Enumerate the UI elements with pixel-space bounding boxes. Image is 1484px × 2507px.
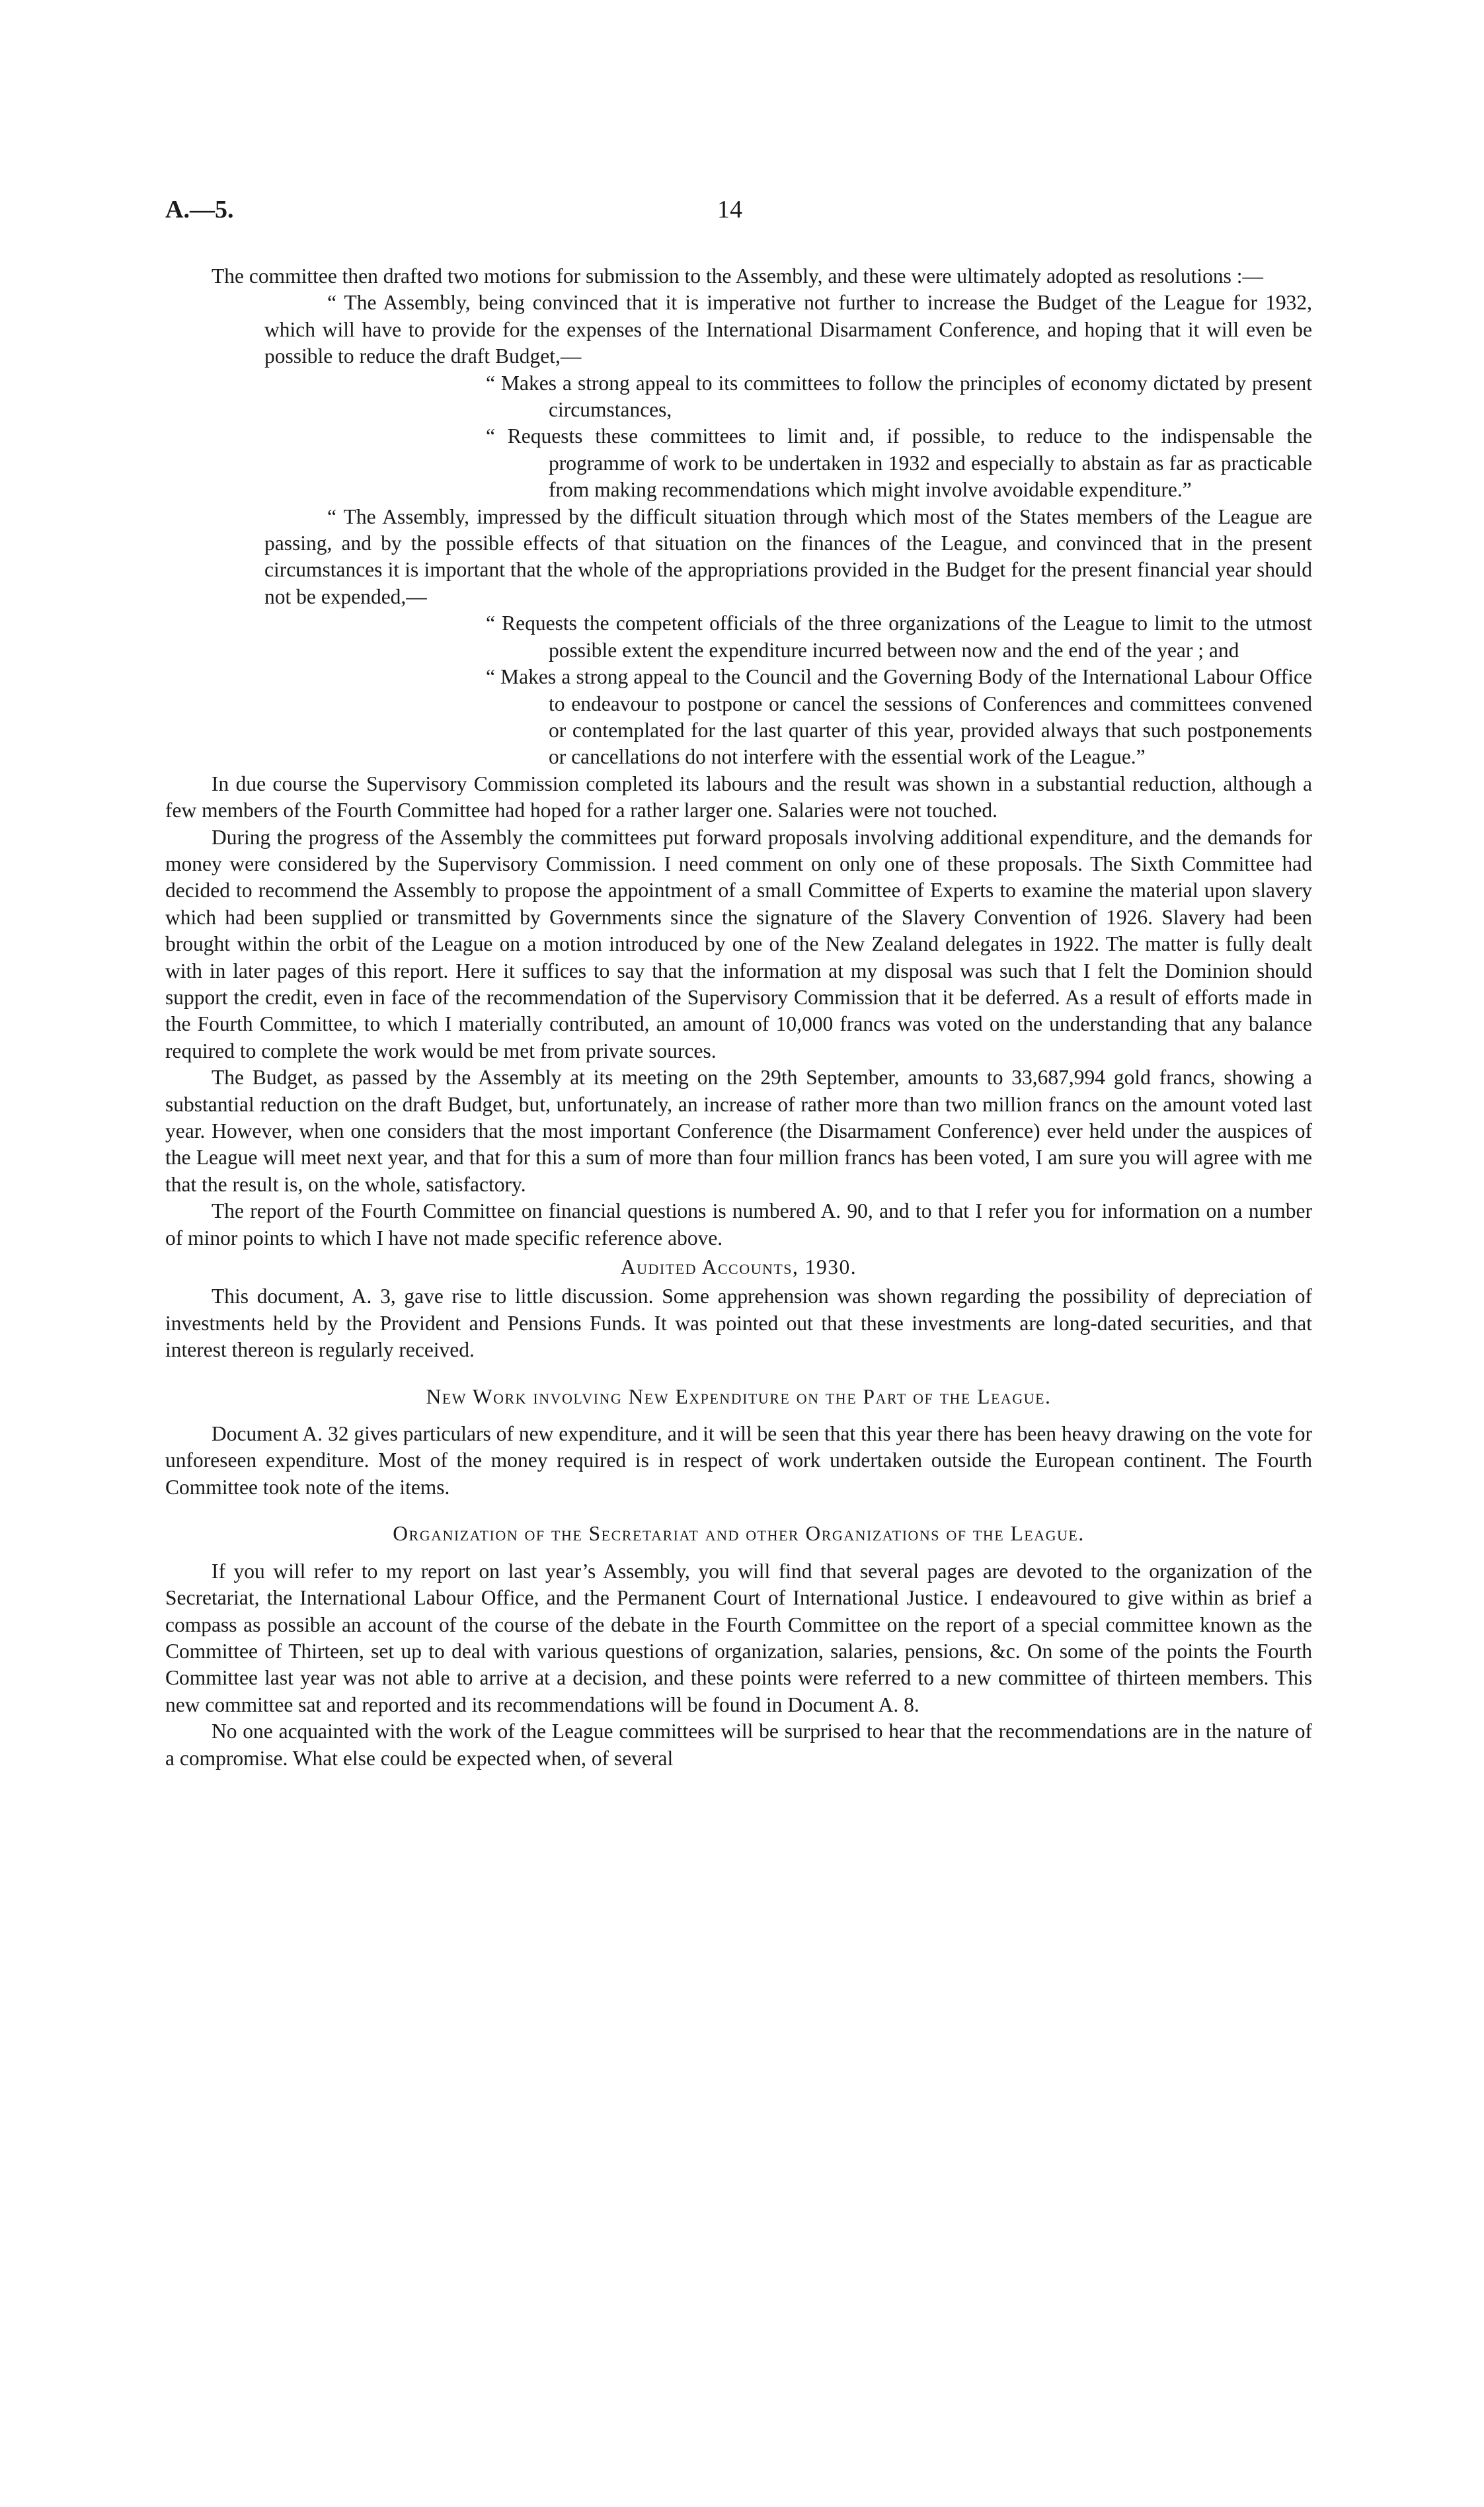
report-paragraph: The report of the Fourth Committee on financial questions is numbered A. 90, and to that I refer you for information on a number of minor points to which I have not made specific reference above.	[165, 1199, 1312, 1250]
resolution-2-item-2: “ Makes a strong appeal to the Council and the Governing Body of the International Labour Office to endeavour to postpone or cancel the sessions of Conferences and committees convened or contemplated for the last quarter of this year, provided always that such postponements or cancellations do not interfere with the essential work of the League.”	[486, 665, 1312, 769]
body-text	[165, 263, 1312, 1772]
resolution-1-item-2: “ Requests these committees to limit and, if possible, to reduce to the indispensable the programme of work to be undertaken in 1932 and especially to abstain as far as practicable from making recommendations which might involve avoidable expenditure.”	[486, 424, 1312, 502]
resolution-1-preamble: “ The Assembly, being convinced that it is imperative not further to increase the Budget of the League for 1932, which will have to provide for the expenses of the International Disarmament Conference, and hoping that it will even be possible to reduce the draft Budget,—	[264, 291, 1312, 368]
audited-paragraph: This document, A. 3, gave rise to little discussion. Some apprehension was shown regarding the possibility of depreciation of investments held by the Provident and Pensions Funds. It was pointed out that these investments are long-dated securities, and that interest thereon is regularly received.	[165, 1285, 1312, 1362]
resolution-2-item-1: “ Requests the competent officials of the three organizations of the League to limit to the utmost possible extent the expenditure incurred between now and the end of the year ; and	[486, 612, 1312, 662]
budget-paragraph: The Budget, as passed by the Assembly at its meeting on the 29th September, amounts to 33,687,994 gold francs, showing a substantial reduction on the draft Budget, but, unfortunately, an increase of rather more than two million francs on the amount voted last year. However, when one considers that the most important Conference (the Disarmament Conference) ever held under the auspices of the League will meet next year, and that for this a sum of more than four million francs has been voted, I am sure you will agree with me that the result is, on the whole, satisfactory.	[165, 1066, 1312, 1196]
intro-paragraph: The committee then drafted two motions for submission to the Assembly, and these were ultimately adopted as resolutions :—	[212, 264, 1264, 288]
document-page	[165, 0, 1312, 2507]
due-course-paragraph: In due course the Supervisory Commission completed its labours and the result was shown in a substantial reduction, although a few members of the Fourth Committee had hoped for a rather larger one. Salaries were not touched.	[165, 772, 1312, 822]
no-one-paragraph: No one acquainted with the work of the League committees will be surprised to hear that the recommendations are in the nature of a compromise. What else could be expected when, of several	[165, 1720, 1312, 1770]
heading-organization: Organization of the Secretariat and other Organizations of the League.	[393, 1522, 1085, 1546]
page-number: 14	[717, 196, 742, 223]
new-work-paragraph: Document A. 32 gives particulars of new expenditure, and it will be seen that this year there has been heavy drawing on the vote for unforeseen expenditure. Most of the money required is in respect of work undertaken outside the European continent. The Fourth Committee took note of the items.	[165, 1422, 1312, 1499]
resolution-1-item-1: “ Makes a strong appeal to its committees to follow the principles of economy dictated by present circumstances,	[486, 371, 1312, 422]
heading-audited-accounts: Audited Accounts, 1930.	[620, 1255, 857, 1279]
heading-new-work: New Work involving New Expenditure on the Part of the League.	[426, 1384, 1052, 1408]
page-header	[165, 195, 1312, 235]
organization-paragraph: If you will refer to my report on last year’s Assembly, you will find that several pages are devoted to the organization of the Secretariat, the International Labour Office, and the Permanent Court of International Justice. I endeavoured to give within as brief a compass as possible an account of the course of the debate in the Fourth Committee on the report of a special committee known as the Committee of Thirteen, set up to deal with various questions of organization, salaries, pensions, &c. On some of the points the Fourth Committee last year was not able to arrive at a decision, and these points were referred to a new committee of thirteen members. This new committee sat and reported and its recommendations will be found in Document A. 8.	[165, 1559, 1312, 1716]
resolution-2-preamble: “ The Assembly, impressed by the difficult situation through which most of the States members of the League are passing, and by the possible effects of that situation on the finances of the League, and convinced that in the present circumstances it is important that the whole of the appropriations provided in the Budget for the present financial year should not be expended,—	[264, 504, 1312, 608]
document-reference: A.—5.	[165, 196, 234, 223]
progress-paragraph: During the progress of the Assembly the committees put forward proposals involving additional expenditure, and the demands for money were considered by the Supervisory Commission. I need comment on only one of these proposals. The Sixth Committee had decided to recommend the Assembly to propose the appointment of a small Committee of Experts to examine the material upon slavery which had been supplied or transmitted by Governments since the signature of the Slavery Convention of 1926. Slavery had been brought within the orbit of the League on a motion introduced by one of the New Zealand delegates in 1922. The matter is fully dealt with in later pages of this report. Here it suffices to say that the information at my disposal was such that I felt the Dominion should support the credit, even in face of the recommendation of the Supervisory Commission that it be deferred. As a result of efforts made in the Fourth Committee, to which I materially contributed, an amount of 10,000 francs was voted on the understanding that any balance required to complete the work would be met from private sources.	[165, 825, 1312, 1062]
